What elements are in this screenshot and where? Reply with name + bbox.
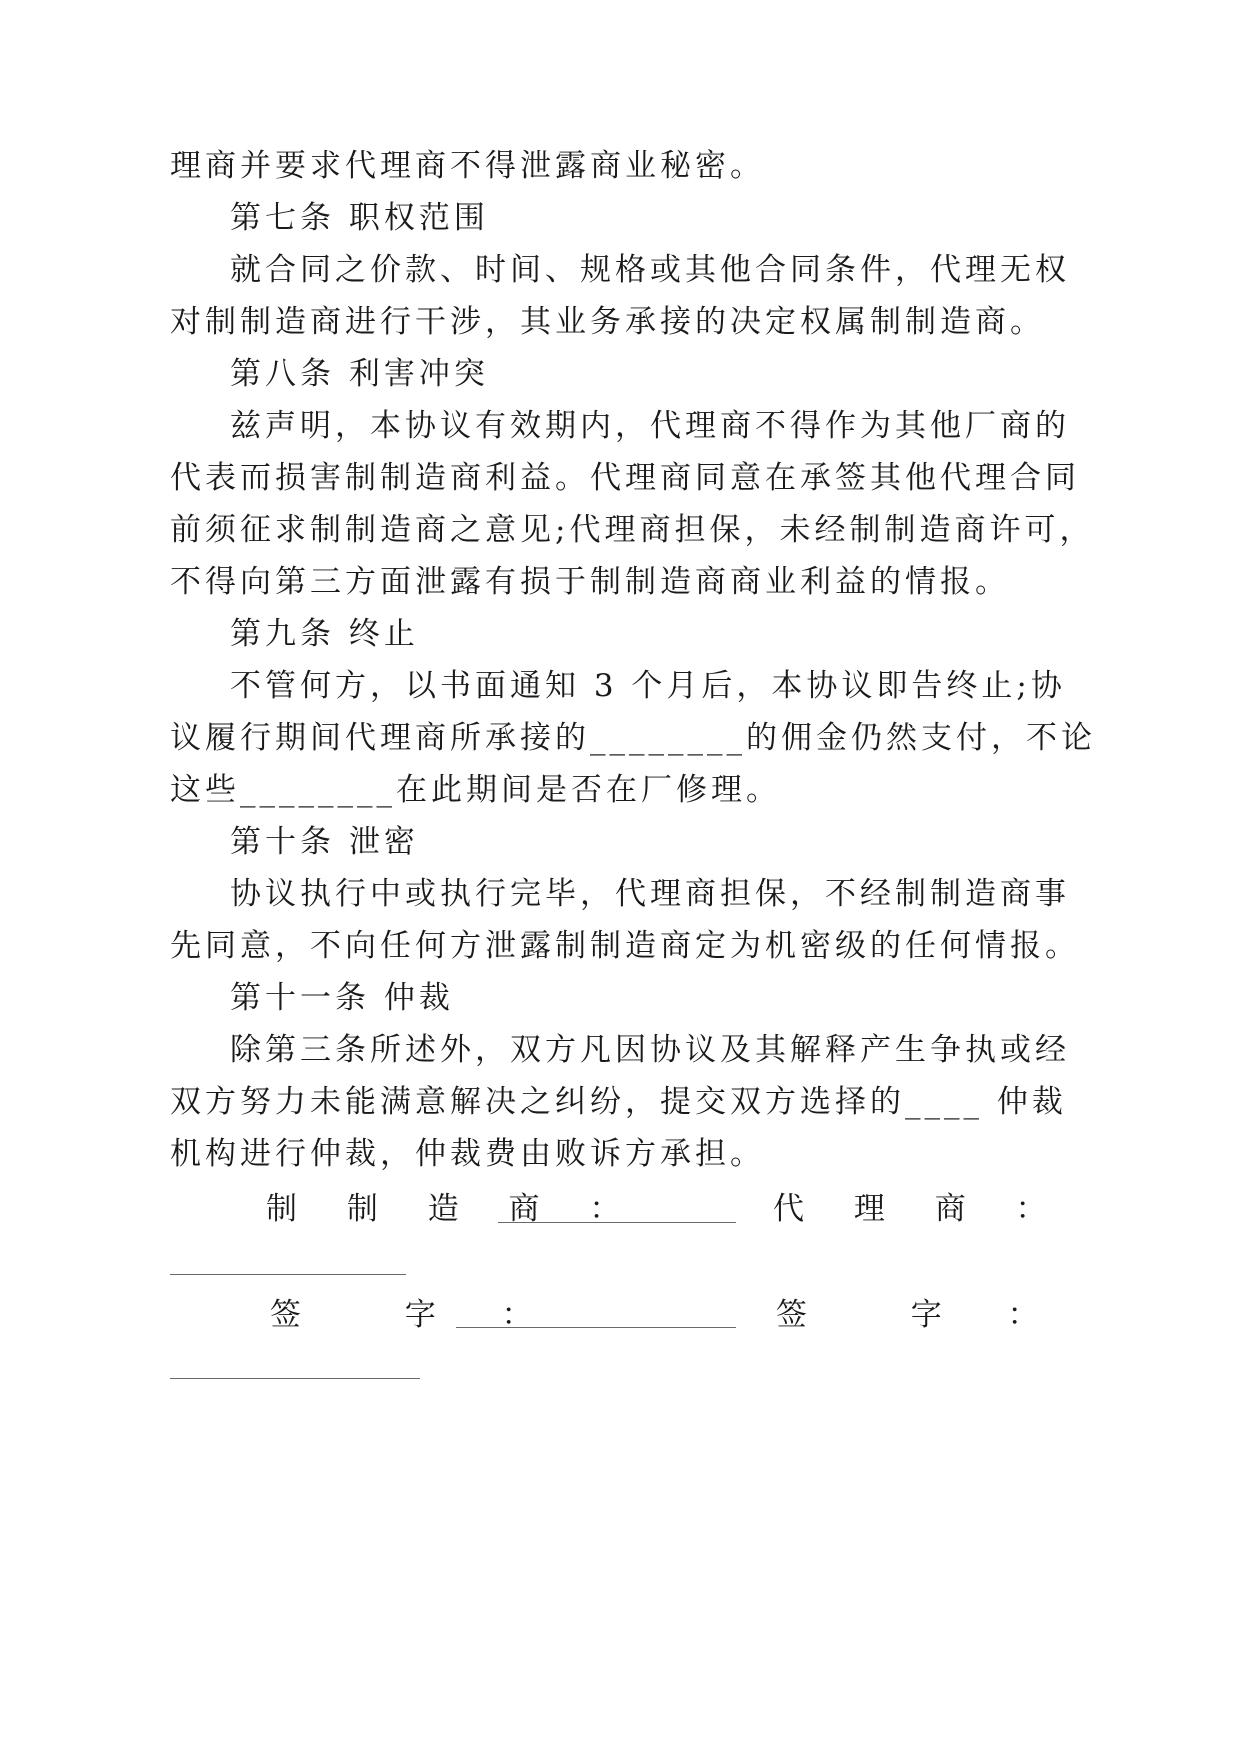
sign-label-right: 签 字 ： (776, 1297, 1067, 1333)
paragraph-text: 兹声明，本协议有效期内，代理商不得作为其他厂商的 (230, 408, 1070, 444)
manufacturer-signature-line[interactable] (456, 1327, 736, 1328)
article-9-title: 第九条 终止 (230, 616, 419, 652)
paragraph-text: 先同意，不向任何方泄露制制造商定为机密级的任何情报。 (170, 928, 1080, 964)
paragraph-text: 机构进行仲裁，仲裁费由败诉方承担。 (170, 1136, 765, 1172)
paragraph-text: 代表而损害制制造商利益。代理商同意在承签其他代理合同 (170, 460, 1080, 496)
paragraph-text: 除第三条所述外，双方凡因协议及其解释产生争执或经 (230, 1032, 1070, 1068)
paragraph-text: 这些________在此期间是否在厂修理。 (170, 772, 781, 808)
paragraph-text: 双方努力未能满意解决之纠纷，提交双方选择的____ 仲裁 (170, 1084, 1067, 1120)
article-8-title: 第八条 利害冲突 (230, 356, 489, 392)
paragraph-text: 前须征求制制造商之意见;代理商担保，未经制制造商许可， (170, 512, 1095, 548)
paragraph-text: 议履行期间代理商所承接的________的佣金仍然支付，不论 (170, 720, 1096, 756)
article-7-title: 第七条 职权范围 (230, 200, 489, 236)
manufacturer-name-line[interactable] (498, 1222, 736, 1223)
manufacturer-label: 制 制 造 商 ： (266, 1191, 641, 1227)
paragraph-text: 对制制造商进行干涉，其业务承接的决定权属制制造商。 (170, 304, 1045, 340)
article-10-title: 第十条 泄密 (230, 824, 419, 860)
paragraph-text: 协议执行中或执行完毕，代理商担保，不经制制造商事 (230, 876, 1070, 912)
sign-label-left: 签 字 ： (270, 1297, 561, 1333)
agent-signature-line[interactable] (170, 1378, 420, 1379)
agent-name-line[interactable] (170, 1274, 406, 1275)
paragraph-text: 不得向第三方面泄露有损于制制造商商业利益的情报。 (170, 564, 1010, 600)
paragraph-text: 就合同之价款、时间、规格或其他合同条件，代理无权 (230, 252, 1070, 288)
agent-label: 代 理 商 ： (773, 1191, 1067, 1227)
paragraph-text: 不管何方，以书面通知 3 个月后，本协议即告终止;协 (230, 668, 1066, 704)
paragraph-text: 理商并要求代理商不得泄露商业秘密。 (170, 148, 765, 184)
article-11-title: 第十一条 仲裁 (230, 980, 454, 1016)
